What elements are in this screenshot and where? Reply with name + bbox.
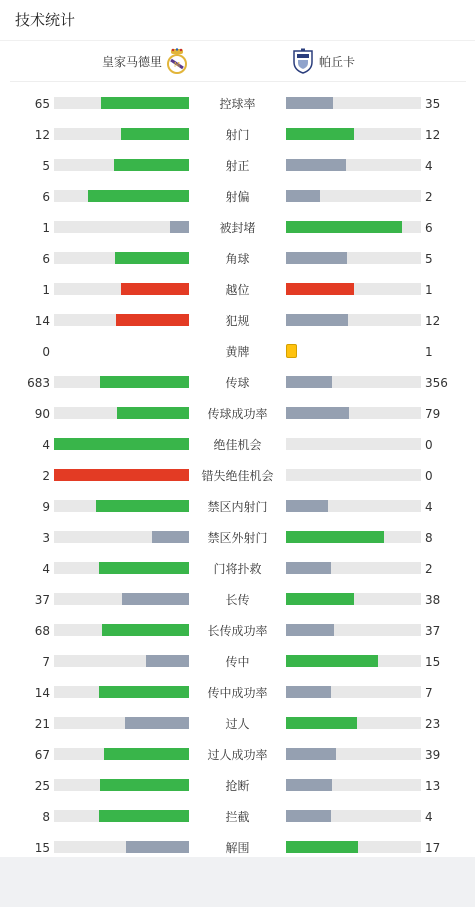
stat-row — [0, 221, 475, 235]
away-team-name: 帕丘卡 — [319, 54, 356, 69]
away-stat-bar — [286, 624, 334, 636]
away-stat-bar — [286, 562, 331, 574]
away-card-track — [286, 345, 421, 357]
stat-label: 越位 — [225, 283, 250, 297]
stat-label: 长传 — [225, 593, 250, 607]
stat-row — [0, 717, 475, 731]
stat-label: 过人成功率 — [207, 748, 268, 762]
home-stat-value: 15 — [34, 841, 50, 855]
away-stat-bar — [286, 252, 347, 264]
home-stat-bar — [54, 438, 189, 450]
home-stat-bar — [114, 159, 189, 171]
home-stat-bar — [121, 283, 189, 295]
home-stat-bar — [101, 97, 189, 109]
away-stat-value: 38 — [425, 593, 441, 607]
home-team-header — [102, 47, 188, 75]
away-stat-bar-track — [286, 500, 421, 512]
home-stat-bar-track — [54, 810, 189, 822]
stat-label: 被封堵 — [219, 221, 256, 235]
home-stat-bar-track — [54, 500, 189, 512]
stat-label: 抢断 — [225, 779, 250, 793]
stat-label: 黄牌 — [225, 345, 250, 359]
stat-label: 传球 — [225, 376, 250, 390]
home-team-name: 皇家马德里 — [102, 54, 163, 69]
home-stat-bar — [99, 810, 189, 822]
home-stat-bar — [99, 562, 189, 574]
home-stat-bar — [99, 686, 189, 698]
stat-row — [0, 376, 475, 390]
stat-row — [0, 531, 475, 545]
pachuca-crest-icon — [292, 48, 314, 74]
away-stat-value: 2 — [425, 562, 433, 576]
yellow-card-icon — [286, 344, 297, 358]
home-stat-value: 1 — [42, 221, 50, 235]
away-stat-bar-track — [286, 717, 421, 729]
stat-row — [0, 283, 475, 297]
home-stat-bar-track — [54, 190, 189, 202]
stat-row — [0, 500, 475, 514]
away-stat-bar — [286, 376, 332, 388]
home-stat-bar — [146, 655, 189, 667]
home-stat-bar-track — [54, 686, 189, 698]
away-stat-bar — [286, 686, 331, 698]
away-stat-value: 4 — [425, 500, 433, 514]
stat-label: 控球率 — [219, 97, 256, 111]
away-stat-bar — [286, 128, 354, 140]
away-stat-value: 13 — [425, 779, 441, 793]
stat-label: 传球成功率 — [207, 407, 268, 421]
home-stat-bar-track — [54, 376, 189, 388]
home-stat-bar-track — [54, 655, 189, 667]
away-stat-bar — [286, 841, 358, 853]
away-stat-bar-track — [286, 624, 421, 636]
home-stat-bar-track — [54, 624, 189, 636]
stat-row — [0, 841, 475, 855]
away-stat-bar-track — [286, 252, 421, 264]
home-stat-bar — [88, 190, 189, 202]
away-stat-bar-track — [286, 655, 421, 667]
home-stat-value: 8 — [42, 810, 50, 824]
home-stat-bar — [122, 593, 189, 605]
away-stat-bar — [286, 500, 328, 512]
home-stat-bar-track — [54, 779, 189, 791]
home-stat-bar — [170, 221, 189, 233]
home-stat-bar-track — [54, 252, 189, 264]
home-stat-bar-track — [54, 97, 189, 109]
stat-row — [0, 438, 475, 452]
away-stat-bar — [286, 531, 384, 543]
home-stat-value: 21 — [34, 717, 50, 731]
home-stat-value: 37 — [34, 593, 50, 607]
away-stat-bar-track — [286, 748, 421, 760]
away-stat-value: 6 — [425, 221, 433, 235]
home-stat-bar — [96, 500, 189, 512]
away-stat-bar-track — [286, 593, 421, 605]
away-stat-value: 12 — [425, 128, 441, 142]
home-stat-bar-track — [54, 748, 189, 760]
stat-row — [0, 190, 475, 204]
away-stat-bar-track — [286, 221, 421, 233]
away-stat-value: 1 — [425, 283, 433, 297]
home-stat-bar — [116, 314, 189, 326]
stat-row — [0, 314, 475, 328]
away-stat-value: 23 — [425, 717, 441, 731]
stat-row — [0, 97, 475, 111]
away-stat-bar — [286, 314, 348, 326]
away-stat-value: 35 — [425, 97, 441, 111]
home-stat-value: 0 — [42, 345, 50, 359]
home-stat-bar-track — [54, 128, 189, 140]
home-stat-bar — [125, 717, 189, 729]
stat-row — [0, 655, 475, 669]
home-stat-bar-track — [54, 593, 189, 605]
away-stat-value: 0 — [425, 469, 433, 483]
away-stat-bar-track — [286, 841, 421, 853]
home-stat-value: 12 — [34, 128, 50, 142]
away-stat-bar-track — [286, 531, 421, 543]
away-stat-value: 2 — [425, 190, 433, 204]
home-stat-bar-track — [54, 438, 189, 450]
away-stat-bar-track — [286, 159, 421, 171]
away-stat-bar-track — [286, 810, 421, 822]
away-stat-value: 79 — [425, 407, 441, 421]
away-stat-value: 39 — [425, 748, 441, 762]
away-stat-bar-track — [286, 469, 421, 481]
home-stat-bar — [104, 748, 189, 760]
away-stat-bar-track — [286, 407, 421, 419]
home-stat-bar-track — [54, 841, 189, 853]
home-stat-bar — [117, 407, 189, 419]
stat-label: 射门 — [225, 128, 250, 142]
stat-label: 禁区外射门 — [207, 531, 268, 545]
home-stat-value: 67 — [34, 748, 50, 762]
stat-row — [0, 562, 475, 576]
home-stat-bar-track — [54, 717, 189, 729]
home-stat-bar-track — [54, 531, 189, 543]
away-stat-bar — [286, 810, 331, 822]
away-stat-bar-track — [286, 190, 421, 202]
home-stat-value: 65 — [34, 97, 50, 111]
stat-row — [0, 748, 475, 762]
stat-row — [0, 686, 475, 700]
home-stat-value: 14 — [34, 686, 50, 700]
stat-label: 传中成功率 — [207, 686, 268, 700]
svg-text:M: M — [173, 61, 181, 69]
stat-label: 射正 — [225, 159, 250, 173]
title-divider — [0, 40, 475, 41]
away-stat-bar-track — [286, 779, 421, 791]
away-stat-bar-track — [286, 376, 421, 388]
stat-label: 过人 — [225, 717, 250, 731]
away-stat-value: 17 — [425, 841, 441, 855]
stat-label: 犯规 — [225, 314, 250, 328]
away-stat-bar-track — [286, 97, 421, 109]
away-stat-bar-track — [286, 128, 421, 140]
home-stat-value: 6 — [42, 252, 50, 266]
home-stat-bar-track — [54, 469, 189, 481]
home-stat-value: 2 — [42, 469, 50, 483]
header-divider — [10, 81, 466, 82]
home-stat-bar — [152, 531, 189, 543]
away-stat-bar — [286, 717, 357, 729]
away-stat-bar-track — [286, 283, 421, 295]
home-card-track — [54, 345, 189, 357]
stat-label: 解围 — [225, 841, 250, 855]
stat-row — [0, 407, 475, 421]
home-stat-bar — [54, 469, 189, 481]
away-stat-value: 7 — [425, 686, 433, 700]
away-stat-value: 8 — [425, 531, 433, 545]
stat-label: 角球 — [225, 252, 250, 266]
away-stat-bar-track — [286, 438, 421, 450]
real-madrid-crest-icon — [166, 48, 188, 74]
home-stat-bar — [100, 376, 189, 388]
home-stat-value: 68 — [34, 624, 50, 638]
away-stat-bar-track — [286, 314, 421, 326]
stat-row — [0, 128, 475, 142]
home-stat-value: 9 — [42, 500, 50, 514]
stat-label: 传中 — [225, 655, 250, 669]
stat-row — [0, 469, 475, 483]
home-stat-bar — [126, 841, 189, 853]
away-stat-value: 356 — [425, 376, 448, 390]
away-stat-bar-track — [286, 562, 421, 574]
stat-row — [0, 810, 475, 824]
stat-row — [0, 159, 475, 173]
stat-label: 错失绝佳机会 — [201, 469, 274, 483]
stat-label: 射偏 — [225, 190, 250, 204]
away-stat-value: 0 — [425, 438, 433, 452]
stat-row — [0, 624, 475, 638]
home-stat-value: 1 — [42, 283, 50, 297]
stat-label: 拦截 — [225, 810, 250, 824]
away-stat-bar — [286, 748, 336, 760]
home-stat-bar-track — [54, 283, 189, 295]
home-stat-value: 14 — [34, 314, 50, 328]
away-stat-bar — [286, 97, 333, 109]
home-stat-value: 3 — [42, 531, 50, 545]
away-stat-value: 4 — [425, 810, 433, 824]
home-stat-value: 25 — [34, 779, 50, 793]
home-stat-bar — [100, 779, 189, 791]
home-stat-bar-track — [54, 314, 189, 326]
home-stat-bar-track — [54, 159, 189, 171]
away-stat-value: 1 — [425, 345, 433, 359]
section-title: 技术统计 — [15, 11, 76, 29]
stat-label: 绝佳机会 — [213, 438, 262, 452]
away-stat-value: 4 — [425, 159, 433, 173]
away-stat-bar — [286, 221, 402, 233]
home-stat-value: 6 — [42, 190, 50, 204]
away-stat-value: 5 — [425, 252, 433, 266]
away-stat-bar — [286, 407, 349, 419]
home-stat-bar-track — [54, 562, 189, 574]
away-stat-value: 15 — [425, 655, 441, 669]
home-stat-bar-track — [54, 407, 189, 419]
away-stat-bar — [286, 159, 346, 171]
home-stat-bar — [115, 252, 189, 264]
home-stat-value: 4 — [42, 562, 50, 576]
stat-label: 长传成功率 — [207, 624, 268, 638]
home-stat-bar — [102, 624, 189, 636]
stat-row — [0, 345, 475, 359]
away-stat-bar — [286, 779, 332, 791]
home-stat-value: 683 — [27, 376, 50, 390]
away-stat-value: 37 — [425, 624, 441, 638]
away-stat-bar — [286, 283, 354, 295]
home-stat-bar — [121, 128, 189, 140]
away-stat-bar — [286, 655, 378, 667]
home-stat-bar-track — [54, 221, 189, 233]
home-stat-value: 4 — [42, 438, 50, 452]
stat-row — [0, 252, 475, 266]
away-stat-value: 12 — [425, 314, 441, 328]
away-stat-bar-track — [286, 686, 421, 698]
stat-row — [0, 593, 475, 607]
home-stat-value: 5 — [42, 159, 50, 173]
stat-label: 禁区内射门 — [207, 500, 268, 514]
away-stat-bar — [286, 190, 320, 202]
stat-row — [0, 779, 475, 793]
away-stat-bar — [286, 593, 354, 605]
home-stat-value: 7 — [42, 655, 50, 669]
stat-label: 门将扑救 — [213, 562, 262, 576]
home-stat-value: 90 — [34, 407, 50, 421]
away-team-header — [292, 47, 355, 75]
